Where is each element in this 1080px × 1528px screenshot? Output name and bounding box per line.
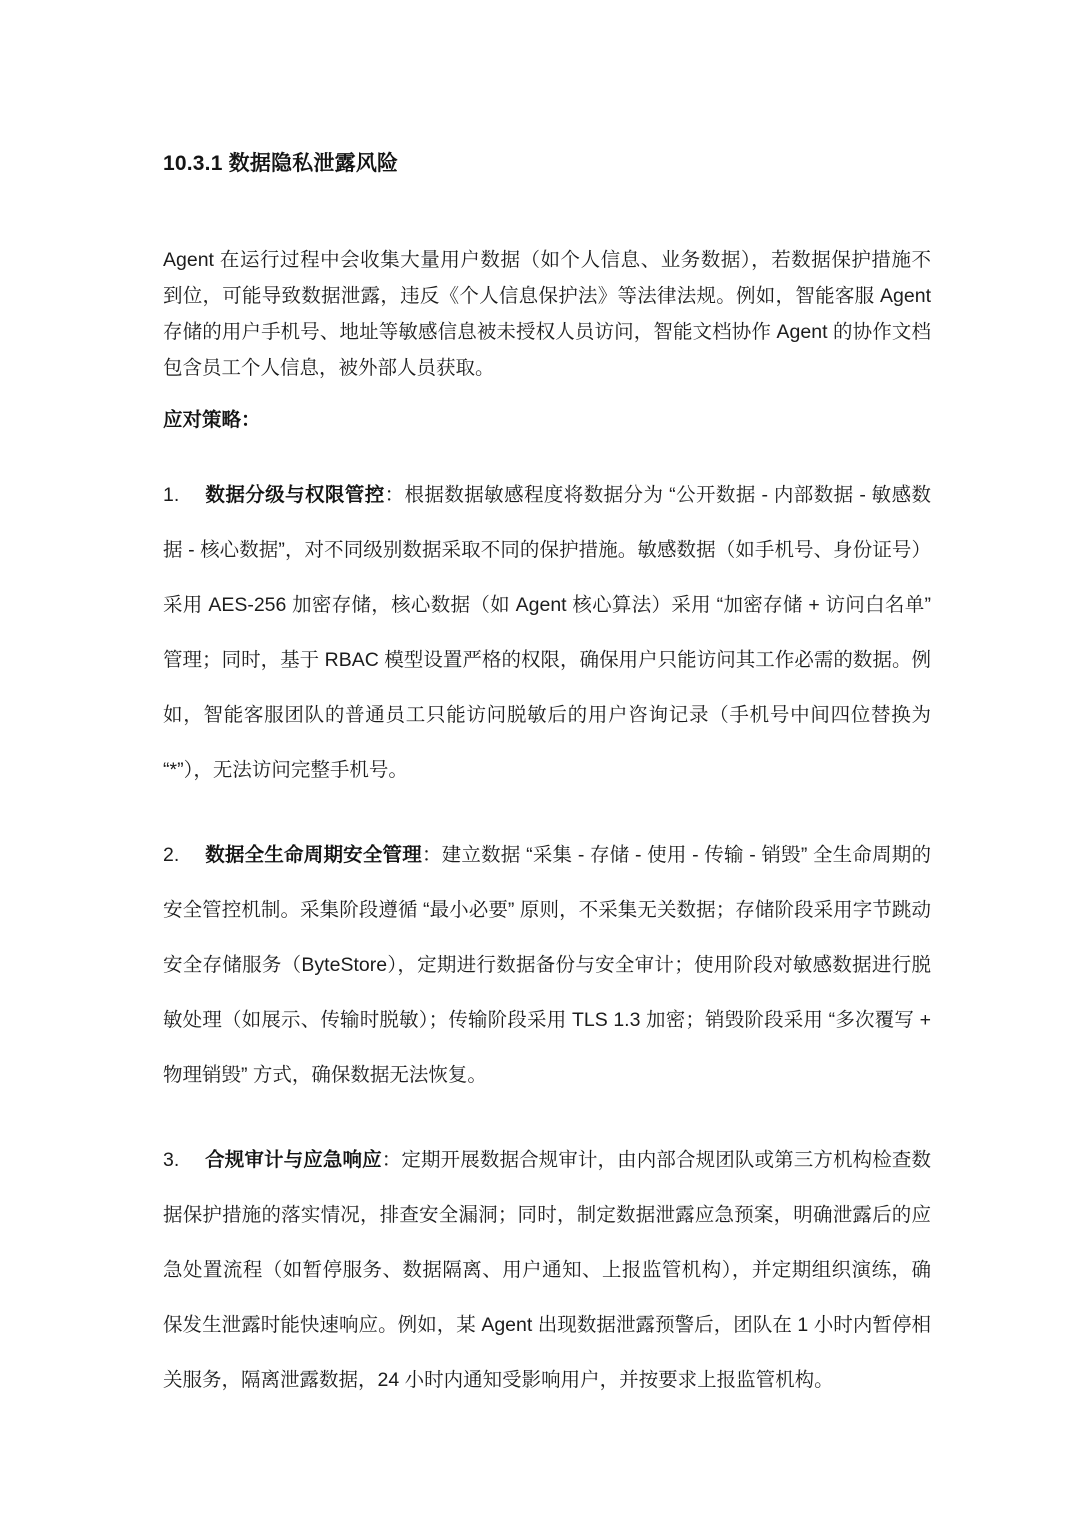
intro-paragraph: Agent 在运行过程中会收集大量用户数据（如个人信息、业务数据），若数据保护措施不到位，可能导致数据泄露，违反《个人信息保护法》等法律法规。例如，智能客服 Agent 存储的用户手机号、地址等敏感信息被未授权人员访问，智能文档协作 Agent 的协作文档包含员工个人信息，被外部人员获取。 xyxy=(163,248,931,379)
document-content xyxy=(163,0,931,1408)
strategy-list xyxy=(163,438,931,1408)
list-item-title: 合规审计与应急响应 xyxy=(205,1148,382,1171)
list-item-title: 数据全生命周期安全管理 xyxy=(205,843,422,866)
list-item xyxy=(163,1103,931,1408)
list-item-marker: 3. xyxy=(163,1148,180,1171)
list-item-title: 数据分级与权限管控 xyxy=(205,483,385,506)
list-item xyxy=(163,798,931,1103)
list-item xyxy=(163,438,931,798)
strategy-label: 应对策略： xyxy=(163,408,261,431)
list-item-body: ：建立数据 “采集 - 存储 - 使用 - 传输 - 销毁” 全生命周期的安全管控机制。采集阶段遵循 “最小必要” 原则，不采集无关数据；存储阶段采用字节跳动安全存储服务（ByteStore），定期进行数据备份与安全审计；使用阶段对敏感数据进行脱敏处理（如展示、传输时脱敏）；传输阶段采用 TLS 1.3 加密；销毁阶段采用 “多次覆写 + 物理销毁” 方式，确保数据无法恢复。 xyxy=(163,843,931,1086)
list-item-marker: 2. xyxy=(163,843,180,866)
page-title: 10.3.1 数据隐私泄露风险 xyxy=(163,152,399,175)
list-item-body: ：根据数据敏感程度将数据分为 “公开数据 - 内部数据 - 敏感数据 - 核心数据”，对不同级别数据采取不同的保护措施。敏感数据（如手机号、身份证号）采用 AES-256 加密存储，核心数据（如 Agent 核心算法）采用 “加密存储 + 访问白名单” 管理；同时，基于 RBAC 模型设置严格的权限，确保用户只能访问其工作必需的数据。例如，智能客服团队的普通员工只能访问脱敏后的用户咨询记录（手机号中间四位替换为 “*”），无法访问完整手机号。 xyxy=(163,483,931,781)
list-item-marker: 1. xyxy=(163,483,180,506)
list-item-body: ：定期开展数据合规审计，由内部合规团队或第三方机构检查数据保护措施的落实情况，排查安全漏洞；同时，制定数据泄露应急预案，明确泄露后的应急处置流程（如暂停服务、数据隔离、用户通知、上报监管机构），并定期组织演练，确保发生泄露时能快速响应。例如，某 Agent 出现数据泄露预警后，团队在 1 小时内暂停相关服务，隔离泄露数据，24 小时内通知受影响用户，并按要求上报监管机构。 xyxy=(163,1148,931,1391)
